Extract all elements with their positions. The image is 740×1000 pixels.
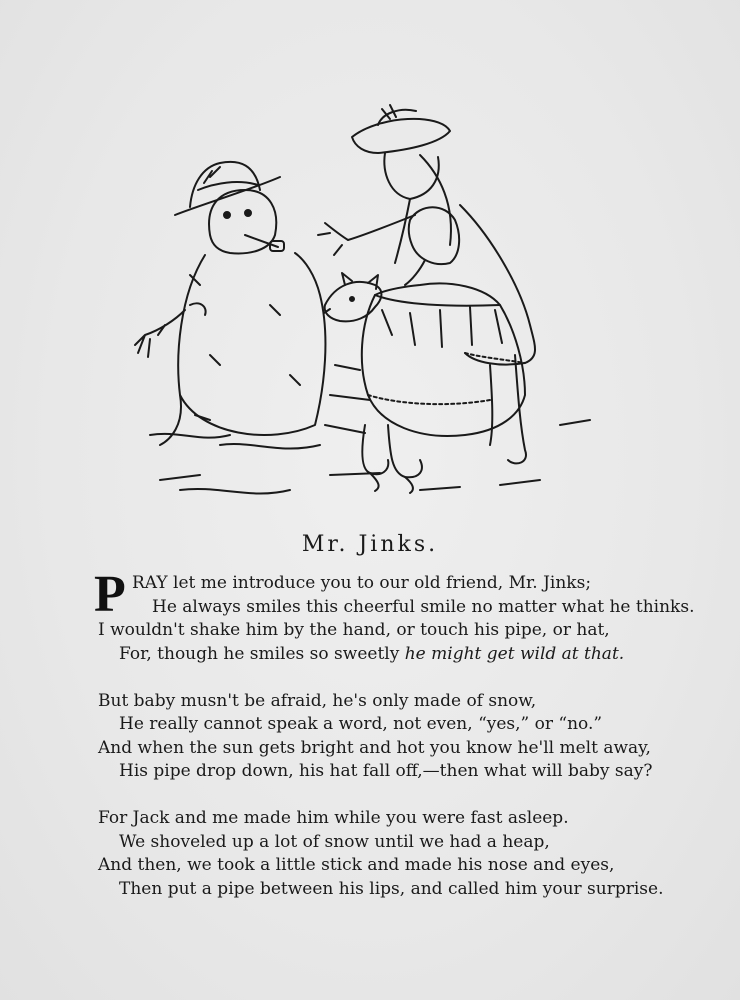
poem-body (98, 572, 695, 925)
drop-cap: P (94, 566, 126, 623)
poem-line: For Jack and me made him while you were fast asleep. (98, 808, 569, 828)
poem-line: And then, we took a little stick and made his nose and eyes, (98, 855, 615, 875)
poem-line-start: For, though he smiles so sweetly (119, 643, 405, 664)
stanza-2 (98, 690, 658, 784)
poem-title: Mr. Jinks. (301, 532, 439, 557)
poem-line: He always smiles this cheerful smile no matter what he thinks. (152, 596, 695, 617)
poem-line: He really cannot speak a word, not even, “yes,” or “no.” (119, 714, 603, 734)
snowman-illustration (120, 95, 600, 525)
poem-line: And when the sun gets bright and hot you know he'll melt away, (98, 737, 651, 758)
dog (324, 273, 381, 321)
poem-line: We shoveled up a lot of snow until we had a heap, (119, 831, 550, 852)
snowman (135, 162, 370, 494)
poem-line (98, 643, 658, 667)
child (362, 207, 525, 493)
poem-line: RAY let me introduce you to our old friend, Mr. Jinks; (132, 573, 592, 593)
poem-line: Then put a pipe between his lips, and called him your surprise. (119, 878, 664, 899)
poem-line: I wouldn't shake him by the hand, or touch his pipe, or hat, (98, 620, 610, 640)
poem-line: But baby musn't be afraid, he's only made of snow, (98, 690, 537, 711)
stanza-1 (98, 572, 695, 666)
poem-line: His pipe drop down, his hat fall off,—then what will baby say? (119, 761, 653, 781)
stanza-3 (98, 807, 664, 901)
poem-line-italic: he might get wild at that. (404, 643, 625, 664)
